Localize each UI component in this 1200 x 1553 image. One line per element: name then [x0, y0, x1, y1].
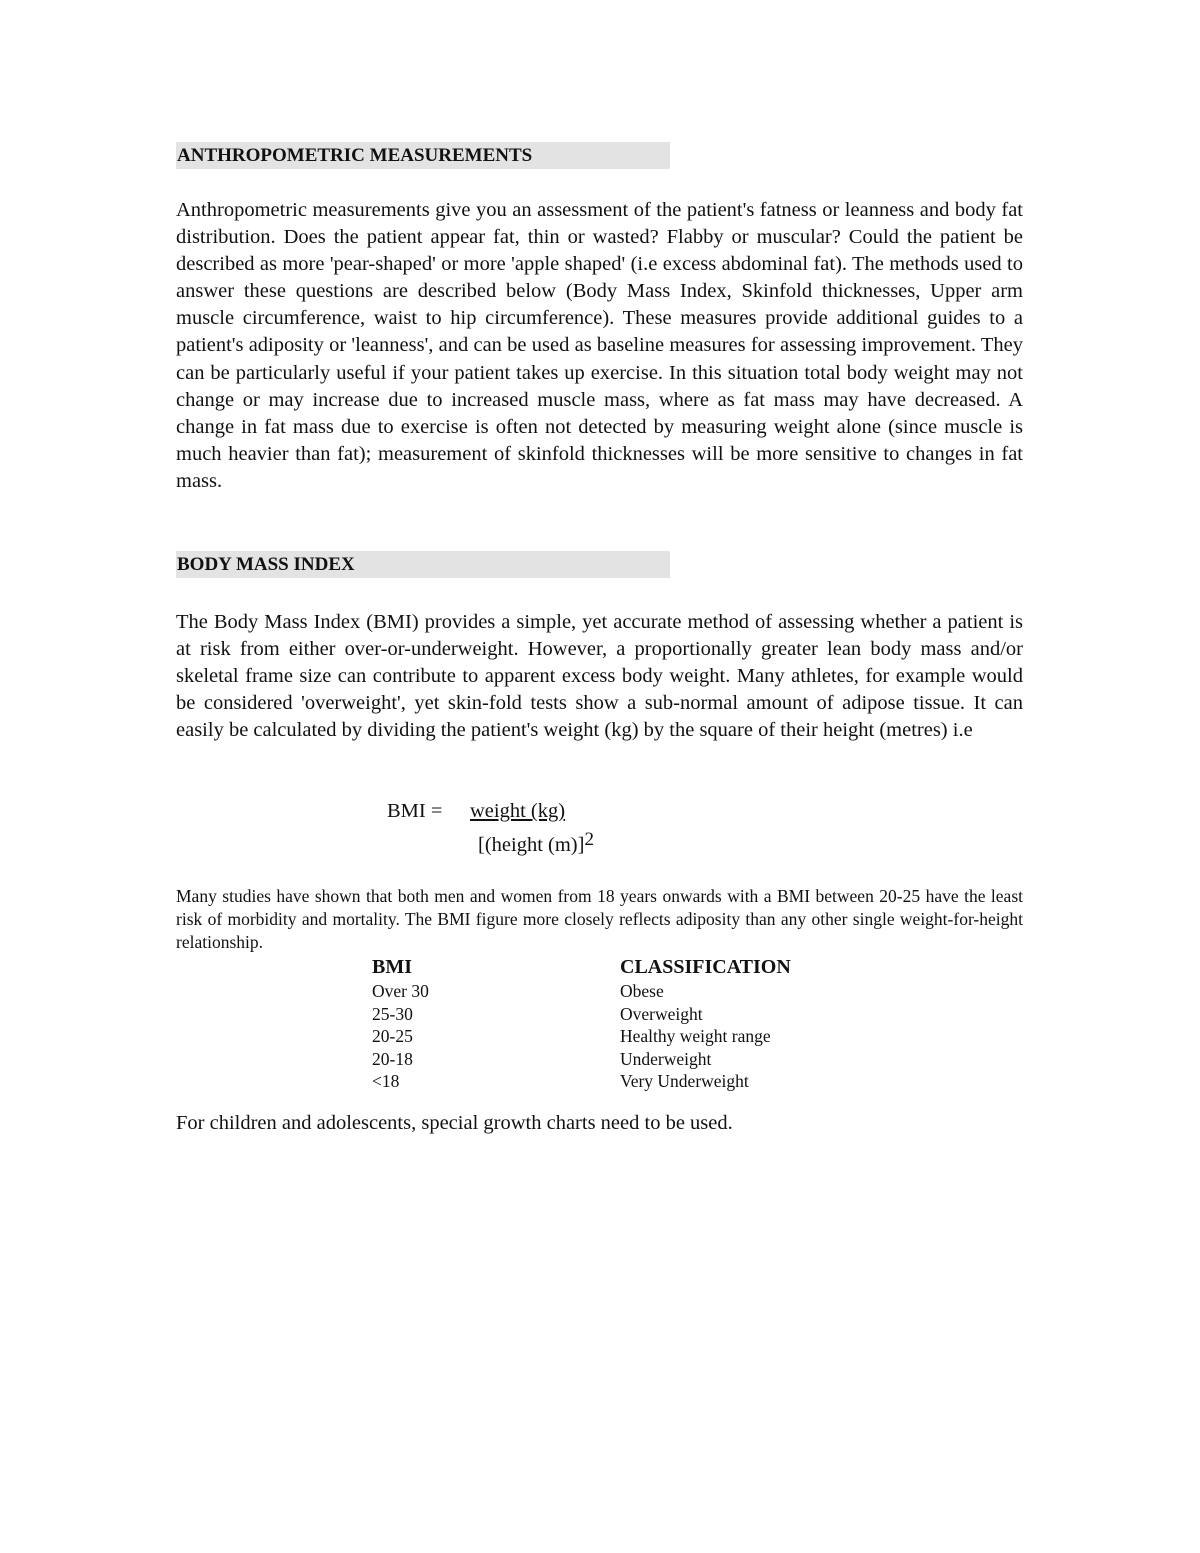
bmi-heading-band: [176, 551, 670, 578]
anthropometric-heading-band: [176, 142, 670, 169]
table-header-classification: CLASSIFICATION: [620, 956, 791, 978]
table-cell-bmi: Over 30: [372, 981, 429, 1001]
formula-numerator: weight (kg): [470, 800, 566, 822]
table-cell-classification: Overweight: [620, 1003, 703, 1024]
table-cell-bmi: <18: [372, 1071, 400, 1092]
table-cell-classification: Healthy weight range: [620, 1026, 771, 1047]
formula-exponent: 2: [584, 829, 594, 850]
anthropometric-heading: ANTHROPOMETRIC MEASUREMENTS: [177, 145, 533, 166]
table-cell-bmi: 25-30: [372, 1003, 413, 1024]
anthropometric-body: Anthropometric measurements give you an assessment of the patient's fatness or leanness and body fat distribution. Does the patient appear fat, thin or wasted? Flabby or muscular? Could the patient be described as more 'pear-shaped' or more 'apple shaped' (i.e excess abdominal fat). The methods used to answer these questions are described below (Body Mass Index, Skinfold thicknesses, Upper arm muscle circumference, waist to hip circumference). These measures provide additional guides to a patient's adiposity or 'leanness', and can be used as baseline measures for assessing improvement. They can be particularly useful if your patient takes up exercise. In this situation total body weight may not change or may increase due to increased muscle mass, where as fat mass may have decreased. A change in fat mass due to exercise is often not detected by measuring weight alone (since muscle is much heavier than fat); measurement of skinfold thicknesses will be more sensitive to changes in fat mass.: [176, 199, 1023, 492]
table-cell-classification: Obese: [620, 981, 664, 1001]
table-cell-classification: Underweight: [620, 1048, 712, 1069]
children-note: For children and adolescents, special growth charts need to be used.: [176, 1112, 733, 1134]
table-cell-bmi: 20-25: [372, 1026, 413, 1047]
bmi-heading: BODY MASS INDEX: [177, 554, 355, 575]
table-cell-classification: Very Underweight: [620, 1071, 749, 1092]
table-header-bmi: BMI: [372, 956, 412, 978]
bmi-body: The Body Mass Index (BMI) provides a simple, yet accurate method of assessing whether a patient is at risk from either over-or-underweight. However, a proportionally greater lean body mass and/or skeletal frame size can contribute to apparent excess body weight. Many athletes, for example would be considered 'overweight', yet skin-fold tests show a sub-normal amount of adipose tissue. It can easily be calculated by dividing the patient's weight (kg) by the square of their height (metres) i.e: [176, 611, 1023, 742]
bmi-studies-text: Many studies have shown that both men and women from 18 years onwards with a BMI between 20-25 have the least risk of morbidity and mortality. The BMI figure more closely reflects adiposity than any other single weight-for-height relationship.: [176, 886, 1023, 952]
table-cell-bmi: 20-18: [372, 1048, 413, 1069]
formula-label: BMI =: [387, 800, 443, 822]
formula-denominator: [478, 829, 594, 859]
formula-denominator-text: [(height (m)]: [478, 834, 585, 856]
